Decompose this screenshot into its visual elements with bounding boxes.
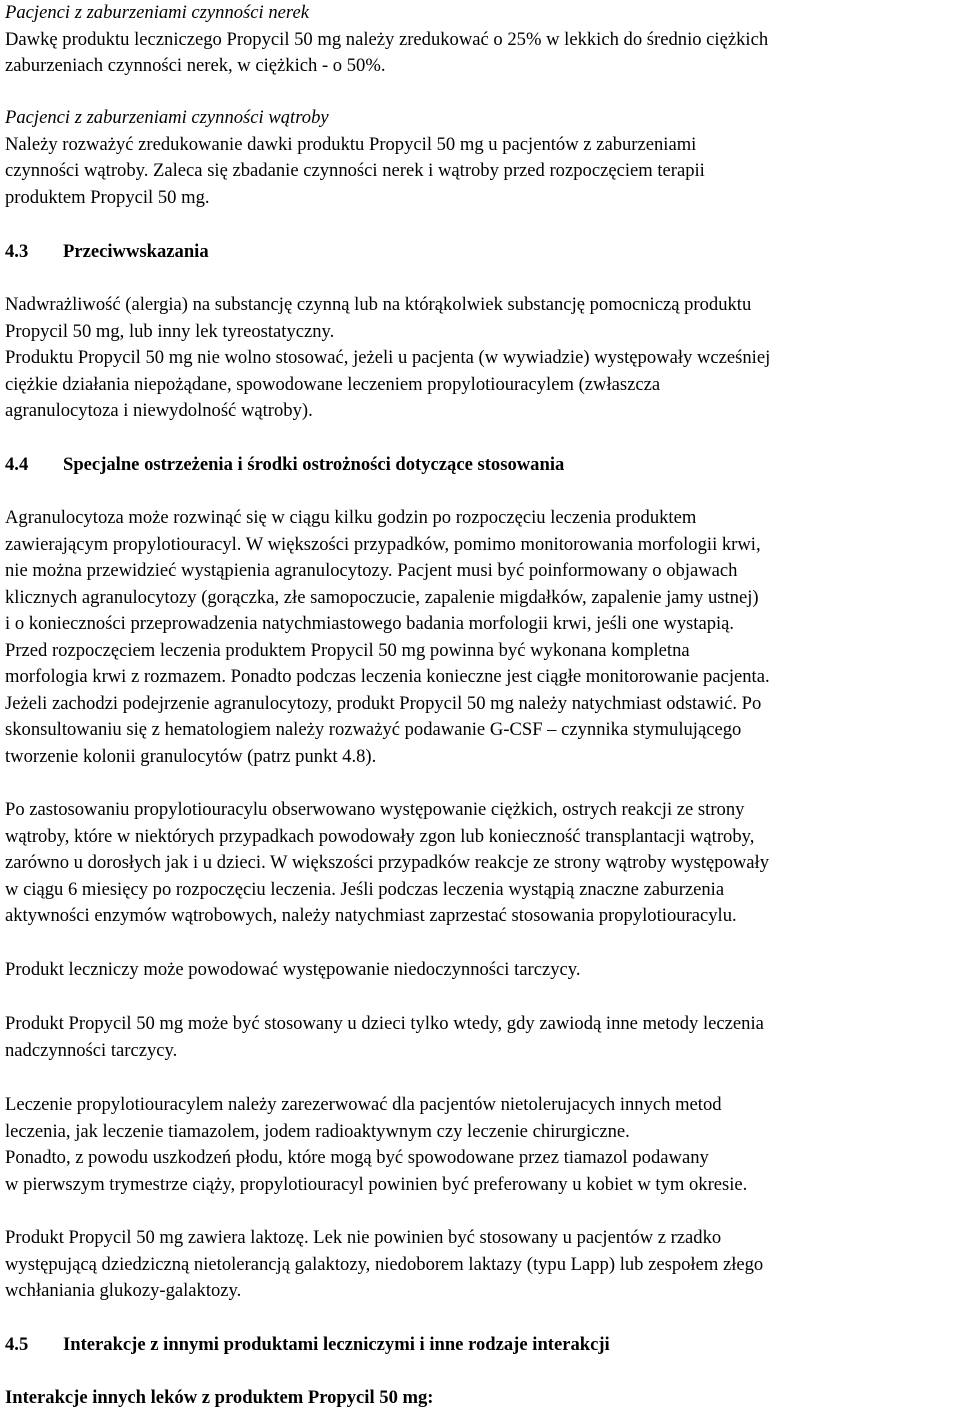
warnings-paragraph-2 (5, 797, 955, 930)
text-line: nadczynności tarczycy. (5, 1039, 178, 1061)
text-line: Produkt Propycil 50 mg może być stosowany u dzieci tylko wtedy, gdy zawiodą inne metody leczenia (5, 1013, 764, 1034)
liver-section (5, 105, 955, 211)
section-4-3-heading (5, 239, 955, 266)
section-4-4-heading (5, 452, 955, 479)
text-line: Ponadto, z powodu uszkodzeń płodu, które mogą być spowodowane przez tiamazol podawany (5, 1147, 709, 1168)
text-line: Jeżeli zachodzi podejrzenie agranulocytozy, produkt Propycil 50 mg należy natychmiast odstawić. Po (5, 692, 762, 714)
section-number: 4.5 (5, 1334, 29, 1355)
text-line: wątroby, które w niektórych przypadkach powodowały zgon lub konieczność transplantacji wątroby, (5, 825, 755, 847)
text-line: Po zastosowaniu propylotiouracylu obserwowano występowanie ciężkich, ostrych reakcji ze strony (5, 799, 745, 820)
section-title: Interakcje z innymi produktami leczniczymi i inne rodzaje interakcji (63, 1334, 610, 1355)
kidney-section (5, 0, 955, 80)
contra-line-1: Nadwrażliwość (alergia) na substancję czynną lub na którąkolwiek substancję pomocniczą produktu (5, 294, 752, 315)
interactions-subheading (5, 1385, 955, 1412)
text-line: Leczenie propylotiouracylem należy zarezerwować dla pacjentów nietolerujacych innych metod (5, 1094, 722, 1115)
text-line: nie można przewidzieć wystąpienia agranulocytozy. Pacjent musi być poinformowany o objawach (5, 560, 738, 581)
text-line: morfologia krwi z rozmazem. Ponadto podczas leczenia konieczne jest ciągłe monitorowanie pacjenta. (5, 666, 770, 687)
kidney-line-2: zaburzeniach czynności nerek, w ciężkich - o 50%. (5, 55, 386, 76)
contra-line-3: Produktu Propycil 50 mg nie wolno stosować, jeżeli u pacjenta (w wywiadzie) występowały wcześniej (5, 347, 771, 368)
warnings-paragraph-4 (5, 1011, 955, 1064)
section-title: Specjalne ostrzeżenia i środki ostrożności dotyczące stosowania (63, 454, 565, 475)
liver-title: Pacjenci z zaburzeniami czynności wątroby (5, 107, 329, 128)
section-4-3-body (5, 292, 955, 425)
warnings-paragraph-1 (5, 505, 955, 770)
text-line: klicznych agranulocytozy (gorączka, złe samopoczucie, zapalenie migdałków, zapalenie jamy ustnej) (5, 586, 759, 608)
section-title: Przeciwwskazania (63, 241, 209, 262)
liver-line-1: Należy rozważyć zredukowanie dawki produktu Propycil 50 mg u pacjentów z zaburzeniami (5, 133, 697, 155)
text-line: Produkt Propycil 50 mg zawiera laktozę. Lek nie powinien być stosowany u pacjentów z rzadko (5, 1227, 722, 1248)
contra-line-2: Propycil 50 mg, lub inny lek tyreostatyczny. (5, 320, 335, 342)
contra-line-4: ciężkie działania niepożądane, spowodowane leczeniem propylotiouracylem (zwłaszcza (5, 373, 661, 395)
text-line: i o konieczności przeprowadzenia natychmiastowego badania morfologii krwi, jeśli one wystapią. (5, 613, 735, 634)
subheading-text: Interakcje innych leków z produktem Propycil 50 mg: (5, 1387, 434, 1408)
text-line: zarówno u dorosłych jak i u dzieci. W większości przypadków reakcje ze strony wątroby występowały (5, 852, 770, 873)
text-line: Agranulocytoza może rozwinąć się w ciągu kilku godzin po rozpoczęciu leczenia produktem (5, 507, 697, 528)
text-line: w pierwszym trymestrze ciąży, propylotiouracyl powinien być preferowany u kobiet w tym okresie. (5, 1173, 748, 1195)
kidney-title: Pacjenci z zaburzeniami czynności nerek (5, 2, 309, 23)
warnings-paragraph-3 (5, 957, 955, 984)
text-line: zawierającym propylotiouracyl. W większości przypadków, pomimo monitorowania morfologii krwi, (5, 533, 761, 555)
text-line: aktywności enzymów wątrobowych, należy natychmiast zaprzestać stosowania propylotiouracylu. (5, 905, 737, 926)
text-line: wchłaniania glukozy-galaktozy. (5, 1280, 242, 1301)
section-number: 4.3 (5, 241, 29, 262)
text-line: występującą dziedziczną nietolerancją galaktozy, niedoborem laktazy (typu Lapp) lub zespołem złego (5, 1253, 764, 1275)
warnings-paragraph-6 (5, 1225, 955, 1305)
text-line: tworzenie kolonii granulocytów (patrz punkt 4.8). (5, 745, 377, 767)
text-line: w ciągu 6 miesięcy po rozpoczęciu leczenia. Jeśli podczas leczenia wystąpią znaczne zaburzenia (5, 878, 725, 900)
text-line: Przed rozpoczęciem leczenia produktem Propycil 50 mg powinna być wykonana kompletna (5, 639, 690, 661)
section-4-5-heading (5, 1332, 955, 1359)
warnings-paragraph-5 (5, 1092, 955, 1198)
text-line: skonsultowaniu się z hematologiem należy rozważyć podawanie G-CSF – czynnika stymulującego (5, 719, 742, 740)
kidney-line-1: Dawkę produktu leczniczego Propycil 50 mg należy zredukować o 25% w lekkich do średnio ciężkich (5, 28, 769, 50)
liver-line-3: produktem Propycil 50 mg. (5, 186, 210, 208)
text-line: leczenia, jak leczenie tiamazolem, jodem radioaktywnym czy leczenie chirurgiczne. (5, 1120, 630, 1142)
section-number: 4.4 (5, 454, 29, 475)
text-line: Produkt leczniczy może powodować występowanie niedoczynności tarczycy. (5, 959, 581, 980)
contra-line-5: agranulocytoza i niewydolność wątroby). (5, 400, 313, 421)
liver-line-2: czynności wątroby. Zaleca się zbadanie czynności nerek i wątroby przed rozpoczęciem terapii (5, 160, 705, 181)
